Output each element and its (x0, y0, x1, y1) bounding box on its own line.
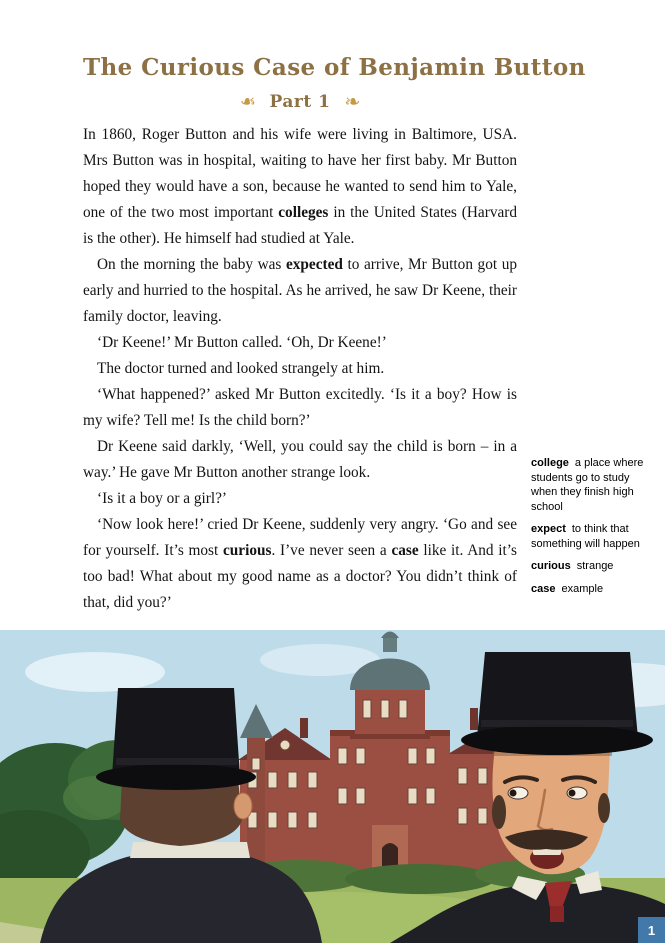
sideburn (492, 795, 506, 829)
glossary-definition: to think that something will happen (531, 523, 640, 550)
story-text: like it. And it’s too bad! What about my good name as a doctor? You didn’t think of that, did you?’ (83, 542, 517, 611)
glossary-term: case (531, 582, 556, 595)
part-heading (83, 92, 517, 112)
story-paragraph (83, 382, 517, 434)
glossary-definition: strange (576, 560, 614, 572)
page-title: The Curious Case of Benjamin Button (83, 54, 586, 81)
page-number-tab (638, 917, 665, 943)
story-illustration (0, 630, 665, 943)
glossary-definition: a place where students go to study when they finish high school (531, 457, 644, 513)
page-number: 1 (647, 922, 656, 938)
vocabulary-word: colleges (278, 204, 329, 221)
story-text: In 1860, Roger Button and his wife were living in Baltimore, USA. Mrs Button was in hospital, waiting to have her first baby. Mr Button hoped they would have a son, because he wanted to send him to Yale, one of the two most important (83, 126, 517, 221)
leaf-ornament-icon: ❧ (344, 91, 361, 113)
story-paragraph (83, 486, 517, 512)
story-paragraph (83, 122, 517, 252)
story-text: Dr Keene said darkly, ‘Well, you could say the child is born – in a way.’ He gave Mr Button another strange look. (83, 438, 517, 481)
glossary-term: expect (531, 523, 566, 535)
story-paragraph (83, 330, 517, 356)
glossary-entry (531, 582, 651, 597)
story-text: The doctor turned and looked strangely at him. (97, 360, 385, 377)
story-text: ‘What happened?’ asked Mr Button excitedly. ‘Is it a boy? How is my wife? Tell me! Is the child born?’ (83, 386, 517, 429)
sideburn (598, 793, 610, 823)
ear (234, 793, 252, 819)
glossary-term: college (531, 457, 569, 469)
story-text: ‘Is it a boy or a girl?’ (97, 490, 227, 507)
story-text: in the United States (Harvard is the other). He himself had studied at Yale. (83, 204, 517, 247)
glossary-definition: example (561, 582, 604, 595)
story-paragraphs (83, 122, 517, 616)
glossary-entry (531, 559, 651, 574)
story-text: ‘Dr Keene!’ Mr Button called. ‘Oh, Dr Keene!’ (97, 334, 387, 351)
story-paragraph (83, 512, 517, 616)
glossary-term: curious (531, 560, 571, 572)
story-text: to arrive, Mr Button got up early and hurried to the hospital. As he arrived, he saw Dr Keene, their family doctor, leaving. (83, 256, 517, 325)
glossary-entry (531, 522, 651, 551)
story-text: On the morning the baby was (97, 256, 286, 273)
story-paragraph (83, 434, 517, 486)
story-paragraph (83, 252, 517, 330)
story-text: ‘Now look here!’ cried Dr Keene, suddenly very angry. ‘Go and see for yourself. It’s most (83, 516, 517, 559)
vocabulary-word: case (391, 542, 419, 559)
vocabulary-word: expected (285, 256, 343, 273)
story-text: . I’ve never seen a (271, 542, 392, 559)
glossary-sidebar (531, 456, 651, 604)
leaf-ornament-icon: ❧ (239, 91, 256, 113)
vocabulary-word: curious (222, 542, 272, 559)
glossary-entry (531, 456, 651, 514)
part-label: Part 1 (269, 92, 331, 112)
story-paragraph (83, 356, 517, 382)
